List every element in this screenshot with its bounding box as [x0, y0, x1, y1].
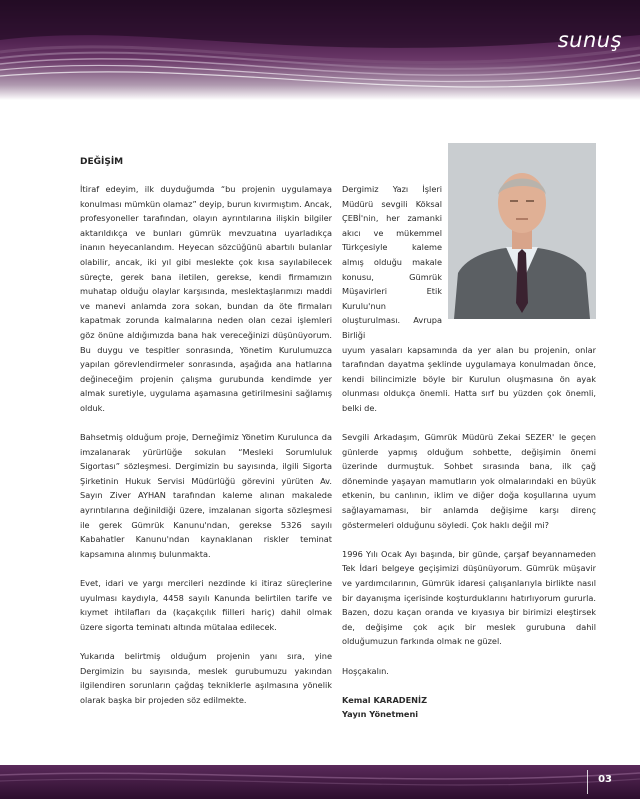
right-column [342, 182, 596, 722]
page-footer [0, 765, 640, 799]
closing-line: Hoşçakalın. [342, 665, 389, 676]
page-header-banner [0, 0, 640, 100]
paragraph: Bahsetmiş olduğum proje, Derneğimiz Yönetim Kurulunca da imzalanarak yürürlüğe sokulan “Mesleki Sorumluluk Sigortası” sözleşmesi. Dergimizin bu sayısında, ilgili Sigorta Şirketinin Hukuk Servisi Müdürlüğü görevini yürüten Av. Sayın Ziver AYHAN tarafından kaleme alınan makalede ayrıntılarına değinildiği üzere, imzalanan sigorta sözleşmesi ile gerek Gümrük Kanunu'ndan, gerekse 5326 sayılı Kabahatler Kanunu'ndan kaynaklanan riskler teminat kapsamına alınmış bulunmakta. [80, 432, 332, 559]
paragraph: İtiraf edeyim, ilk duyduğumda “bu projenin uygulamaya konulması mümkün olamaz” deyip, burun kıvırmıştım. Ancak, profesyoneller tarafından, olayın ayrıntılarına ilişkin bilgiler aktarıldıkça ve bunları gümrük mevzuatına uyarladıkça inanın heyecanlandım. Heyecan sözcüğünü abartılı bulanlar olabilir, ancak, iki yıl gibi meslekte çok kısa sayılabilecek süreçte, gerek bana iletilen, gerekse, kendi firmamızın muhatap olduğu olaylar karşısında, meslektaşlarımızı maddi ve manevi anlamda zora sokan, bundan da öte firmaları kapatmak zorunda kalmalarına neden olan cezai işlemleri göz önüne aldığımızda bana hak vereceğinizi düşünüyorum. Bu duygu ve tespitler sonrasında, Yönetim Kurulumuzca yapılan görevlendirmeler sonrasında, aşağıda ana hatlarına değineceğim projenin çalışma gurubunda kendimde yer almak suretiyle, uygulama aşamasına getirilmesini sağlamış olduk. [80, 184, 332, 413]
paragraph-wrap: Dergimiz Yazı İşleri Müdürü sevgili Köksal ÇEBİ'nin, her zamanki akıcı ve mükemmel Türkçesiyle kaleme almış olduğu makale konusu, Gümrük Müşavirleri Etik Kurulu'nun oluşturulması. Avrupa Birliği [342, 184, 442, 340]
signature-name: Kemal KARADENİZ [342, 694, 428, 705]
left-column [80, 182, 332, 722]
wave-decoration [0, 0, 640, 100]
paragraph: Sevgili Arkadaşım, Gümrük Müdürü Zekai SEZER' le geçen günlerde yapmış olduğum sohbette, değişimin önemi üzerinde durmuştuk. Sohbet sırasında bana, ilk çağ döneminde yaşayan mamutların yok olmalarındaki en büyük etkenin, bu canlının, iklim ve diğer doğa koşullarına uyum sağlayamaması, bir anlamda değişime karşı direnç göstermeleri olduğunu söyledi. Çok haklı değil mi? [342, 432, 596, 530]
article-heading: DEĞİŞİM [80, 157, 124, 167]
paragraph: Evet, idari ve yargı mercileri nezdinde ki itiraz süreçlerine uyulması kaydıyla, 4458 sayılı Kanunda belirtilen tarife ve kıymet ihtilafları da (kaçakçılık fiilleri hariç) dahil olmak üzere sigorta teminatı altında mütalaa edilecek. [80, 578, 332, 632]
signature-title: Yayın Yönetmeni [342, 709, 419, 720]
paragraph: Yukarıda belirtmiş olduğum projenin yanı sıra, yine Dergimizin bu sayısında, meslek gurubumuzu yakından ilgilendiren sorunların çağdaş tekniklerle aşılmasına yönelik olarak başka bir projeden söz edilmekte. [80, 651, 332, 705]
page-number: 03 [598, 774, 612, 785]
footer-wave-decoration [0, 765, 640, 799]
section-title: sunuş [557, 28, 622, 52]
paragraph: uyum yasaları kapsamında da yer alan bu projenin, onlar tarafından dayatma şeklinde uygulamaya konulmadan önce, kendi bilincimizle böyle bir Kurulun oluşmasına ön ayak olunması oldukça önemli. Hatta sırf bu yüzden çok önemli, belki de. [342, 344, 596, 413]
footer-divider [587, 770, 588, 794]
paragraph: 1996 Yılı Ocak Ayı başında, bir günde, çarşaf beyannameden Tek İdari belgeye geçişimizi düşünüyorum. Gümrük müşavir ve yardımcılarının, Gümrük idaresi çalışanlarıyla birlikte nasıl bir dayanışma içerisinde koşturduklarını hatırlıyorum gururla. Bazen, dozu kaçan oranda ve kıyasıya bir birimizi eleştirsek de, değişime çok açık bir meslek gurubuna dahil olduğumuzun farkında olmak ne güzel. [342, 548, 596, 647]
